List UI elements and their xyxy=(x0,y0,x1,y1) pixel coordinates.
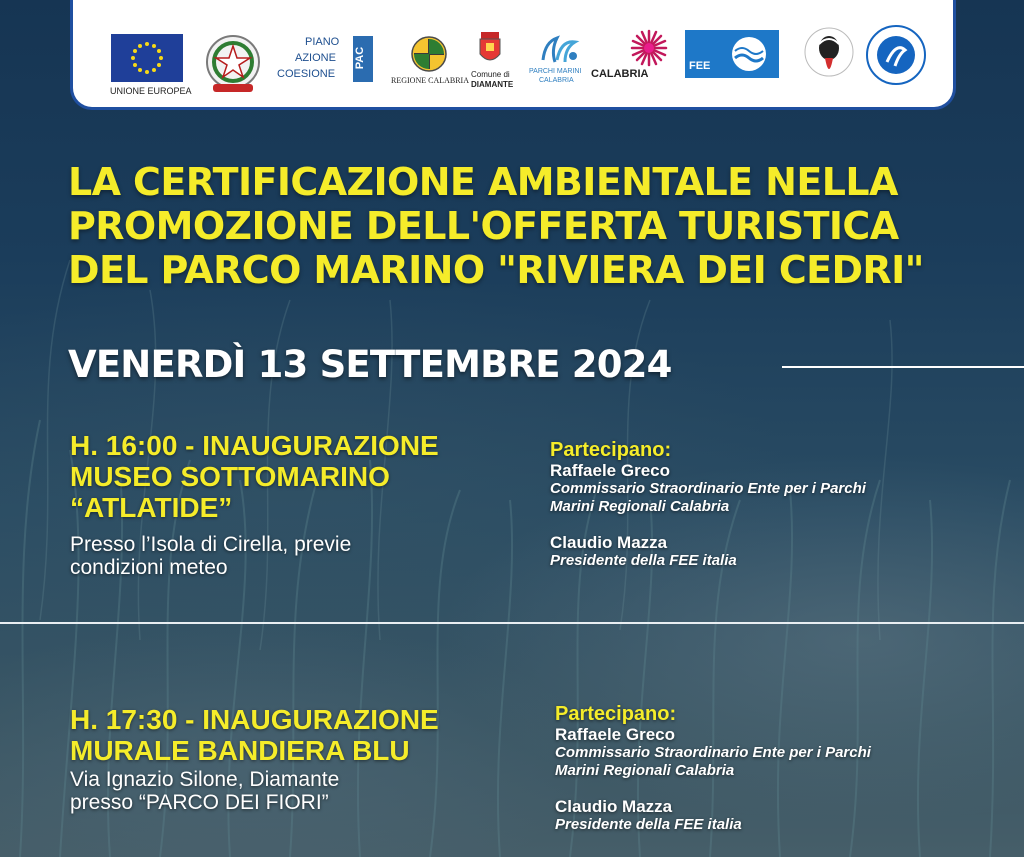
event-2-participants-label: Partecipano: xyxy=(555,703,677,725)
date-underline xyxy=(782,366,1024,368)
regione-calabria-icon xyxy=(409,34,449,74)
event-2-location-line-2: presso “PARCO DEI FIORI” xyxy=(70,791,329,814)
comune-diamante-icon xyxy=(477,30,503,68)
event-1-participant-1-role-2: Marini Regionali Calabria xyxy=(550,498,730,515)
event-1-title-line-1: H. 16:00 - INAUGURAZIONE xyxy=(70,430,439,461)
pac-line-2: AZIONE xyxy=(295,52,336,64)
regione-calabria-caption: REGIONE CALABRIA xyxy=(391,76,469,85)
calabria-flower-icon xyxy=(629,28,669,68)
event-2-location-line-1: Via Ignazio Silone, Diamante xyxy=(70,768,340,791)
event-1-location-line-1: Presso l’Isola di Cirella, previe xyxy=(70,533,352,556)
event-2-participant-1-role-2: Marini Regionali Calabria xyxy=(555,762,735,779)
parchi-caption-1: PARCHI MARINI xyxy=(529,68,582,75)
pac-line-1: PIANO xyxy=(305,36,340,48)
event-2-participant-2-name: Claudio Mazza xyxy=(555,797,673,816)
logo-bar xyxy=(70,0,956,110)
event-date: VENERDÌ 13 SETTEMBRE 2024 xyxy=(68,343,672,386)
eu-flag-icon xyxy=(111,34,183,82)
diamante-caption-1: Comune di xyxy=(471,70,510,79)
diamante-caption-2: DIAMANTE xyxy=(471,80,514,89)
italian-republic-emblem-icon xyxy=(201,32,265,94)
event-1-participant-2-role-1: Presidente della FEE italia xyxy=(550,552,737,569)
riviera-dei-cedri-icon xyxy=(865,24,927,86)
pac-line-3: COESIONE xyxy=(277,68,336,80)
pac-badge-label: PAC xyxy=(354,46,367,70)
fee-caption: FEE xyxy=(689,60,711,72)
title-line-2: PROMOZIONE DELL'OFFERTA TURISTICA xyxy=(68,204,899,248)
event-2-location xyxy=(70,768,339,814)
calabria-brand-caption: CALABRIA xyxy=(591,68,649,80)
event-1-location-line-2: condizioni meteo xyxy=(70,556,228,579)
event-2-title xyxy=(70,704,439,766)
event-2-participant-1-name: Raffaele Greco xyxy=(555,725,675,744)
event-2-participant-1-role-1: Commissario Straordinario Ente per i Parchi xyxy=(555,744,871,761)
event-1-location xyxy=(70,533,351,579)
event-1-title-line-2: MUSEO SOTTOMARINO xyxy=(70,461,390,492)
section-divider xyxy=(0,622,1024,624)
event-1-title-line-3: “ATLATIDE” xyxy=(70,492,233,523)
event-1-participants-label: Partecipano: xyxy=(550,439,672,461)
event-title xyxy=(68,160,968,292)
parchi-marini-icon xyxy=(535,30,583,70)
event-1-participant-1-name: Raffaele Greco xyxy=(550,461,670,480)
event-2-title-line-1: H. 17:30 - INAUGURAZIONE xyxy=(70,704,439,735)
accademia-peperoncino-icon xyxy=(801,22,857,88)
event-1-participants xyxy=(550,439,866,570)
event-1-title xyxy=(70,430,439,523)
event-2-participants xyxy=(555,703,871,834)
bandiera-blu-icon xyxy=(721,32,777,76)
title-line-3: DEL PARCO MARINO "RIVIERA DEI CEDRI" xyxy=(68,248,924,292)
event-2-title-line-2: MURALE BANDIERA BLU xyxy=(70,735,410,766)
eu-caption: UNIONE EUROPEA xyxy=(110,86,192,96)
event-1-participant-2-name: Claudio Mazza xyxy=(550,533,668,552)
title-line-1: LA CERTIFICAZIONE AMBIENTALE NELLA xyxy=(68,160,898,204)
event-2-participant-2-role-1: Presidente della FEE italia xyxy=(555,816,742,833)
event-1-participant-1-role-1: Commissario Straordinario Ente per i Parchi xyxy=(550,480,866,497)
parchi-caption-2: CALABRIA xyxy=(539,77,574,84)
